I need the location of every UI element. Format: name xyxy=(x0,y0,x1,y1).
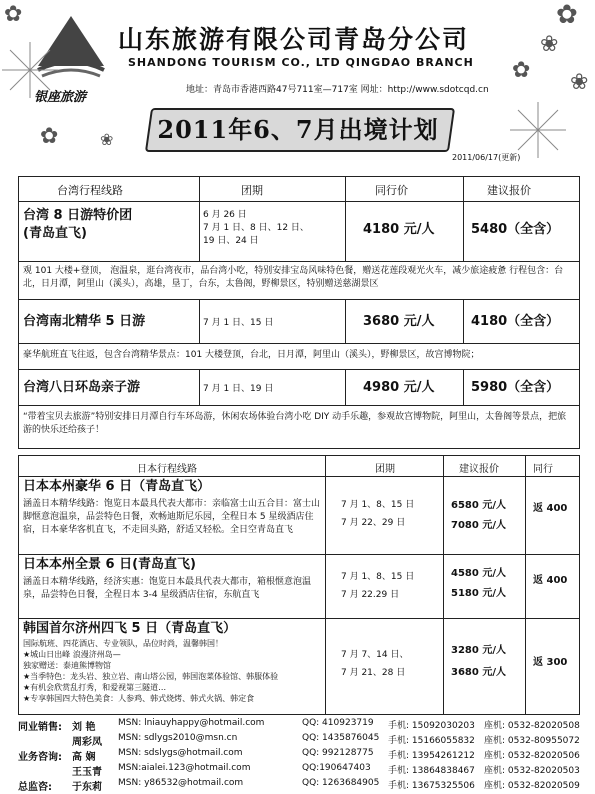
contact-tel: 座机: 0532-82020508 xyxy=(484,721,580,731)
contact-msn: MSN: y86532@hotmail.com xyxy=(118,778,244,788)
taiwan-table xyxy=(18,176,580,449)
contact-row xyxy=(18,778,578,792)
peer-rebate: 返 300 xyxy=(533,657,568,668)
route-description: 豪华航班直飞往返，包含台湾精华景点：101 大楼登顶，台北，日月潭，阿里山（溪头），野柳景区，故宫博物院； xyxy=(23,350,480,360)
contact-role: 业务咨询: xyxy=(18,752,62,763)
contact-mobile: 手机: 15092030203 xyxy=(388,721,475,731)
flower-icon: ❀ xyxy=(100,130,114,149)
contact-name: 于东莉 xyxy=(72,782,102,793)
company-name-cn: 山东旅游有限公司青岛分公司 xyxy=(118,25,470,54)
contact-msn: MSN:aialei.123@hotmail.com xyxy=(118,763,251,773)
divider xyxy=(325,456,326,714)
divider xyxy=(19,618,579,619)
divider xyxy=(19,299,579,300)
route-name: 韩国首尔济州四飞 5 日（青岛直飞） xyxy=(23,621,237,636)
route-description: 国际航班、四花酒店、专业领队，品位时尚，温馨韩国！ ★城山日出峰 浪漫济州岛— 独家赠送：泰迪熊博物馆 ★当季特色：龙头岩、独立岩、南山塔公园，韩国泡菜体验馆、韩服体验 ★有机会欣赏乱打秀，和爱视第三隧道… ★专享韩国四大特色美食：人参鸡、韩式烧烤、韩式火锅、韩定食 xyxy=(23,639,279,703)
suggested-price: 5480（全含） xyxy=(471,222,560,237)
contact-mobile: 手机: 15166055832 xyxy=(388,736,475,746)
divider xyxy=(19,343,579,344)
col-header-dates: 团期 xyxy=(241,184,263,197)
contact-tel: 座机: 0532-82020509 xyxy=(484,781,580,791)
contact-list xyxy=(18,716,578,794)
tour-dates: 7 月 7、14 日、 7 月 21、28 日 xyxy=(341,650,409,678)
divider xyxy=(19,201,579,202)
contact-tel: 座机: 0532-80955072 xyxy=(484,736,580,746)
divider xyxy=(345,299,346,343)
col-header-peer: 同行 xyxy=(533,464,553,475)
contact-name: 刘 艳 xyxy=(72,722,96,733)
suggested-price: 3280 元/人 3680 元/人 xyxy=(451,645,506,678)
route-name: 台湾南北精华 5 日游 xyxy=(23,314,146,329)
flower-icon: ✿ xyxy=(512,58,531,83)
contact-qq: QQ: 1435876045 xyxy=(302,733,380,743)
contact-name: 王玉青 xyxy=(72,767,102,778)
suggested-price: 6580 元/人 7080 元/人 xyxy=(451,500,506,531)
peer-price: 4180 元/人 xyxy=(363,222,435,237)
route-description: 观 101 大楼+登顶， 泡温泉，逛台湾夜市，品台湾小吃，特别安排宝岛风味特色餐，赠送花莲段观光火车，减少旅途疲惫 行程包含：台北，日月潭，阿里山（溪头），高雄，垦丁，台东，太鲁阁，野柳景区，特别赠送慈湖景区 xyxy=(23,266,564,289)
contact-tel: 座机: 0532-82020503 xyxy=(484,766,580,776)
route-name: 日本本州全景 6 日(青岛直飞) xyxy=(23,557,196,572)
route-name: 台湾八日环岛亲子游 xyxy=(23,380,141,395)
divider xyxy=(19,476,579,477)
route-name: 日本本州豪华 6 日（青岛直飞） xyxy=(23,479,211,494)
divider xyxy=(443,456,444,714)
col-header-peer: 同行价 xyxy=(375,184,408,197)
divider xyxy=(19,405,579,406)
tour-dates: 7 月 1、8、15 日 7 月 22、29 日 xyxy=(341,500,415,528)
flower-icon: ❀ xyxy=(540,32,559,57)
divider xyxy=(345,369,346,405)
tour-dates: 7 月 1、8、15 日 7 月 22.29 日 xyxy=(341,572,415,600)
flower-icon: ✿ xyxy=(40,124,59,149)
contact-row xyxy=(18,718,578,732)
divider xyxy=(463,299,464,343)
contact-msn: MSN: sdslygs@hotmail.com xyxy=(118,748,243,758)
contact-mobile: 手机: 13675325506 xyxy=(388,781,475,791)
brand-name: 银座旅游 xyxy=(34,90,87,105)
contact-msn: MSN: sdlygs2010@msn.cn xyxy=(118,733,238,743)
address-line: 地址：青岛市香港西路47号711室—717室 网址：http://www.sdotcqd.cn xyxy=(186,85,489,95)
divider xyxy=(19,369,579,370)
route-name: 台湾 8 日游特价团 (青岛直飞) xyxy=(23,208,133,241)
contact-msn: MSN: lniauyhappy@hotmail.com xyxy=(118,718,265,728)
flower-icon: ✿ xyxy=(4,2,23,27)
contact-role: 总监咨: xyxy=(18,782,52,793)
divider xyxy=(463,369,464,405)
divider xyxy=(199,299,200,343)
col-header-dates: 团期 xyxy=(375,464,395,475)
firework-icon xyxy=(508,100,568,160)
contact-qq: QQ: 992128775 xyxy=(302,748,374,758)
update-date: 2011/06/17(更新) xyxy=(452,153,521,162)
contact-qq: QQ:190647403 xyxy=(302,763,371,773)
col-header-price: 建议报价 xyxy=(459,464,499,475)
contact-mobile: 手机: 13954261212 xyxy=(388,751,475,761)
col-header-route: 台湾行程线路 xyxy=(57,184,123,197)
divider xyxy=(19,554,579,555)
suggested-price: 4180（全含） xyxy=(471,314,560,329)
peer-rebate: 返 400 xyxy=(533,503,568,514)
col-header-price: 建议报价 xyxy=(487,184,531,197)
divider xyxy=(463,177,464,261)
route-description: 涵盖日本精华线路，经济实惠：饱览日本最具代表大都市，箱根惬意泡温泉，品尝特色日餐，全程日本 3-4 星级酒店住宿，东航直飞 xyxy=(23,577,312,600)
divider xyxy=(345,177,346,261)
col-header-route: 日本行程线路 xyxy=(137,464,197,475)
contact-qq: QQ: 410923719 xyxy=(302,718,374,728)
tour-dates: 6 月 26 日 7 月 1 日、8 日、12 日、 19 日、24 日 xyxy=(203,210,309,246)
firework-icon xyxy=(0,40,60,100)
japan-korea-table xyxy=(18,455,580,715)
contact-name: 高 娴 xyxy=(72,752,96,763)
contact-name: 周彩凤 xyxy=(72,737,102,748)
banner-title: 2011年6、7月出境计划 xyxy=(157,115,439,144)
tour-dates: 7 月 1 日、19 日 xyxy=(203,384,274,394)
contact-row xyxy=(18,748,578,762)
route-description: “带着宝贝去旅游”特别安排日月潭自行车环岛游，休闲农场体验台湾小吃 DIY 动手乐趣，参观故宫博物院，阿里山，太鲁阁等景点，把旅游的快乐还给孩子！ xyxy=(23,412,567,435)
suggested-price: 5980（全含） xyxy=(471,380,560,395)
contact-row xyxy=(18,733,578,747)
contact-row xyxy=(18,763,578,777)
route-description: 涵盖日本精华线路：饱览日本最具代表大都市：亲临富士山五合目：富士山脚惬意泡温泉，品尝特色日餐，欢畅迪斯尼乐园，全程日本 5 星级酒店住宿，日本豪华客机直飞，不走回头路，舒适又轻松。全日空青岛直飞 xyxy=(23,499,321,535)
contact-tel: 座机: 0532-82020506 xyxy=(484,751,580,761)
contact-mobile: 手机: 13864838467 xyxy=(388,766,475,776)
contact-qq: QQ: 1263684905 xyxy=(302,778,380,788)
peer-price: 4980 元/人 xyxy=(363,380,435,395)
contact-role: 同业销售: xyxy=(18,722,62,733)
tour-dates: 7 月 1 日、15 日 xyxy=(203,318,274,328)
divider xyxy=(19,261,579,262)
flower-icon: ❀ xyxy=(570,70,589,95)
divider xyxy=(199,177,200,261)
flower-icon: ✿ xyxy=(556,0,578,30)
company-name-en: SHANDONG TOURISM CO., LTD QINGDAO BRANCH xyxy=(128,56,474,69)
suggested-price: 4580 元/人 5180 元/人 xyxy=(451,568,506,599)
divider xyxy=(525,456,526,714)
peer-price: 3680 元/人 xyxy=(363,314,435,329)
peer-rebate: 返 400 xyxy=(533,575,568,586)
divider xyxy=(199,369,200,405)
